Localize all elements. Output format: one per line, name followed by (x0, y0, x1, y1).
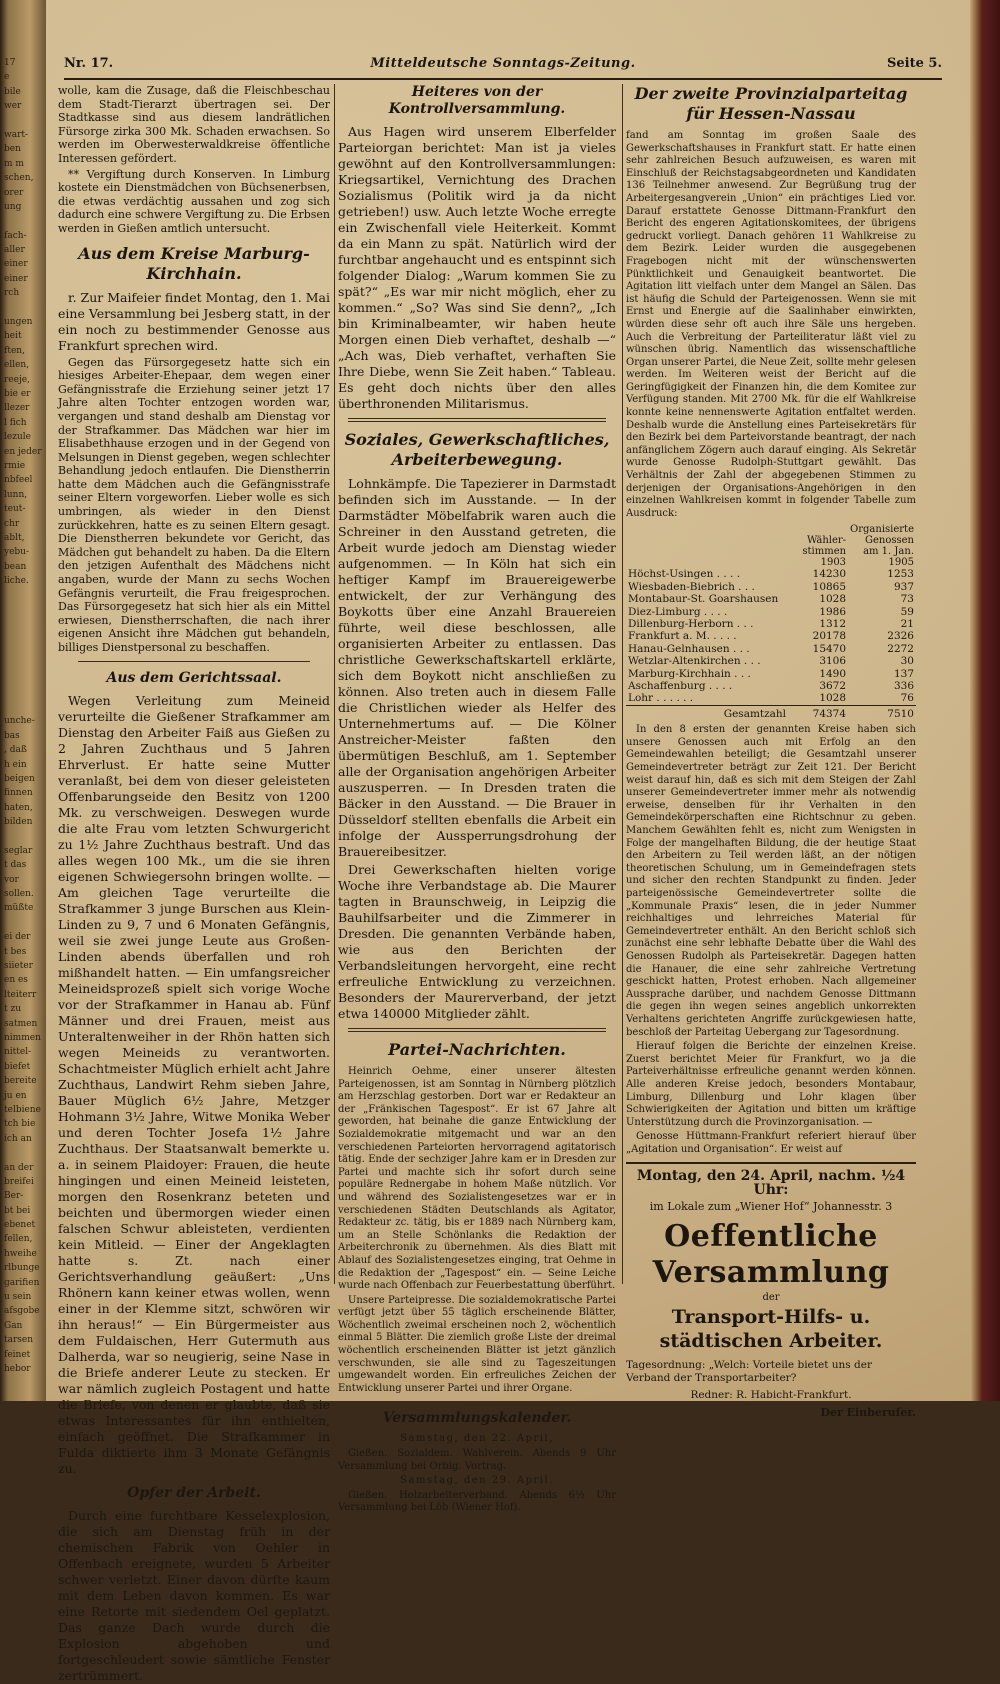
section-heading-partei: Partei-Nachrichten. (388, 1040, 566, 1059)
table-cell: 3672 (819, 680, 847, 693)
article-paragraph: wolle, kam die Zusage, daß die Fleischbeschau dem Stadt-Tierarzt übertragen sei. Der Stadtkasse sind aus diesem landrätlichen Fürsorge zirka 300 Mk. Schaden erwachsen. So werden im Oberwesterwaldkreise öffentliche Interessen gefördert. (58, 84, 330, 165)
table-row (626, 643, 916, 655)
ad-title: Oeffentliche Versammlung (652, 1219, 890, 1291)
section-heading-kalender: Versammlungskalender. (382, 1410, 572, 1427)
table-cell: 20178 (812, 630, 847, 643)
table-cell: 2272 (887, 642, 914, 655)
section-heading-opfer: Opfer der Arbeit. (127, 1484, 261, 1501)
table-header: Wähler-stimmen 1903 (802, 535, 847, 569)
article-paragraph: Unsere Parteipresse. Die sozialdemokratische Partei verfügt jetzt über 55 täglich erscheinende Blätter, Wöchentlich zweimal erscheinen noch 2, wöchentlich einmal 5 Blätter. Die ziemlich große Liste der dreimal wöchentlich erscheinenden Blätter ist jetzt gänzlich verschwunden, sie alle sind zu Tageszeitungen umgewandelt worden. Ein erfreuliches Zeichen der Entwicklung unserer Partei und ihrer Organe. (338, 1294, 616, 1394)
article-paragraph: Hierauf folgen die Berichte der einzelnen Kreise. Zuerst berichtet Meier für Frankfurt, wo ja die Parteiverhältnisse erfreuliche genannt werden können. Alle anderen Kreise jedoch, besonders Montabaur, Limburg, Dillenburg und Lohr klagen über Schwierigkeiten der Agitation und bitten um kräftige Unterstützung durch die Provinzorganisation. — (626, 1041, 916, 1128)
newspaper-page (46, 0, 970, 1683)
table-cell: Frankfurt a. M. . . . . (628, 630, 737, 643)
table-cell: 336 (893, 680, 914, 693)
table-cell: 59 (900, 605, 914, 618)
edge-text-fragment: 17 e bile wer wart- ben m m schen, orer ung fach- aller einer einer rch ungen heit ften, ellen, reeje, bie er llezer l fich lezule en jeder rmie nbfeel lunn, teut- chr ablt, yebu- bean liche. (4, 58, 42, 587)
section-divider (348, 418, 606, 422)
calendar-date: Samstag, den 22. April, (400, 1433, 554, 1445)
page-number: Seite 5. (887, 56, 942, 71)
table-cell: 7510 (848, 705, 916, 720)
ad-location: im Lokale zum „Wiener Hof“ Johannesstr. 3 (649, 1199, 893, 1213)
table-cell: 1312 (819, 618, 847, 631)
table-cell: Dillenburg-Herborn . . . (628, 618, 754, 631)
article-paragraph: Genosse Hüttmann-Frankfurt referiert hierauf über „Agitation und Organisation“. Er weist auf (626, 1131, 916, 1155)
table-cell: Wiesbaden-Biebrich . . . (628, 580, 755, 593)
table-cell: 30 (900, 655, 914, 668)
table-row (626, 568, 916, 580)
column-left (58, 84, 331, 1683)
table-cell: 3106 (819, 655, 847, 668)
book-binding-right (970, 0, 1000, 1401)
table-cell: Montabaur-St. Goarshausen (628, 593, 779, 606)
section-divider (78, 661, 310, 662)
table-cell: 137 (893, 667, 914, 680)
article-paragraph: Durch eine furchtbare Kesselexplosion, die sich am Dienstag früh in der chemischen Fabrik von Oehler in Offenbach ereignete, wurden 5 Arbeiter schwer verletzt. Einer davon dürfte kaum mit dem Leben davon kommen. Es war eine Retorte mit siedendem Oel geplatzt. Das ganze Dach wurde durch die Explosion abgehoben und fortgeschleudert sowie sämtliche Fenster zertrümmert. (58, 1507, 330, 1683)
article-paragraph: Heinrich Oehme, einer unserer ältesten Parteigenossen, ist am Sonntag in Nürnberg plötzlich am Herzschlag gestorben. Dort war er Redakteur an der „Fränkischen Tagespost“. Er ist 67 Jahre alt geworden, hat beinahe die ganze Entwicklung der Sozialdemokratie mitgemacht und war an den verschiedenen Parteiorten hervorragend agitatorisch tätig. Ende der sechziger Jahre kam er in Dresden zur Partei und machte sich ihr sofort durch seine populäre Rednergabe in hohem Maße nützlich. Vor und während des Sozialistengesetzes war er in verschiedenen Städten Deutschlands als Agitator, Redakteur zc. tätig, bis er 1889 nach Nürnberg kam, um an Stelle Schönlanks die Redaktion der Arbeiterchronik zu übernehmen. Als dies Blatt mit Ablauf des Sozialistengesetzes einging, trat Oehme in die Redaktion der „Tagespost“ ein. — Seine Leiche wurde nach Offenbach zur Feuerbestattung überführt. (338, 1066, 616, 1292)
table-cell: 76 (900, 692, 914, 705)
ad-agenda: Tagesordnung: „Welch: Vorteile bietet uns der Verband der Transportarbeiter? (626, 1358, 872, 1385)
section-divider (348, 1028, 606, 1032)
calendar-entry: Gießen. Sozialdem. Wahlverein. Abends 9 Uhr Versammlung bei Orbig. Vortrag. (338, 1448, 616, 1472)
table-cell: 1253 (887, 568, 914, 581)
section-heading-soziales: Soziales, Gewerkschaftliches, Arbeiterbewegung. (344, 430, 610, 469)
section-heading-parteitag: Der zweite Provinzialparteitag für Hessen-Nassau (634, 84, 908, 123)
section-heading-kontrollversammlung: Heiteres von der Kontrollversammlung. (388, 84, 566, 117)
table-row (626, 692, 916, 705)
calendar-entry: Gießen. Holzarbeiterverband. Abends 6½ Uhr Versammlung bei Löb (Wiener Hof). (338, 1489, 616, 1514)
article-paragraph: fand am Sonntag im großen Saale des Gewerkschaftshauses in Frankfurt statt. Er hatte einen sehr zahlreichen Besuch aufzuweisen, es waren mit Einschluß der Reichstagsabgeordneten und Kandidaten 136 Teilnehmer anwesend. Zur Begrüßung trug der Arbeitergesangverein „Union“ ein prächtiges Lied vor. Darauf erstattete Genosse Dittmann-Frankfurt den Bericht des engeren Agitationskomitees, der übrigens gedruckt vorliegt. Danach gehören 11 Wahlkreise zu dem Bezirk. Leider wurden die ausgegebenen Fragebogen nicht mit der wünschenswerten Pünktlichkeit und Genauigkeit beantwortet. Die Agitation litt vielfach unter dem Mangel an Sälen. Das ist häufig die Schuld der Parteigenossen. Wenn sie mit Ernst und Energie auf die Saalinhaber einwirkten, würden diese sehr oft auch ihre Säle uns hergeben. Auch die Verbreitung der Parteiliteratur läßt viel zu wünschen übrig. Namentlich das wissenschaftliche Organ unserer Partei, die Neue Zeit, sollte mehr gelesen werden. Im Weiteren weist der Bericht auf die Geringfügigkeit der Finanzen hin, die dem Komitee zur Verfügung standen. Mit 2700 Mk. für die elf Wahlkreise konnte keine nennenswerte Agitation entfaltet werden. Deshalb wurde die Anstellung eines Parteisekretärs für den Bezirk bei dem Parteivorstande beantragt, der nach anfänglichem Zögern auch darauf einging. Als Sekretär wurde Genosse Rudolph-Stuttgart gewählt. Das Verhältnis der Zahl der abgegebenen Stimmen zu derjenigen der Organisations-Angehörigen in den einzelnen Wahlkreisen kommt in folgender Tabelle zum Ausdruck: (626, 130, 916, 519)
table-cell: 10865 (812, 580, 847, 593)
ad-subtitle: Transport-Hilfs- u. städtischen Arbeiter. (659, 1305, 883, 1352)
issue-number: Nr. 17. (64, 56, 114, 71)
column-divider (334, 84, 335, 1284)
section-divider (358, 1401, 596, 1402)
table-row (626, 680, 916, 692)
article-paragraph: Wegen Verleitung zum Meineid verurteilte die Gießener Strafkammer am Dienstag den Arbeiter Faiß aus Gießen zu 2 Jahren Zuchthaus und 5 Jahren Ehrverlust. Er hatte seine Mutter veranlaßt, bei dem von dieser geleisteten Offenbarungseide den Besitz von 1200 Mk. zu verschweigen. Deswegen wurde die alte Frau vom letzten Schwurgericht zu 1½ Jahre Zuchthaus bestraft. Und das alles wegen 100 Mk., um die sie ihren eigenen Schwiegersohn bringen wollte. — Am gleichen Tage verurteilte die Strafkammer 3 junge Burschen aus Klein-Linden zu 9, 7 und 6 Monaten Gefängnis, weil sie zwei junge Leute aus Großen-Linden abends überfallen und roh mißhandelt hatten. — Ein umfangsreicher Meineidsprozeß spielt sich vorige Woche vor der Strafkammer in Hanau ab. Fünf Männer und drei Frauen, meist aus Unteraltenweiher in der Rhön hatten sich wegen Meineids zu verantworten. Schachtmeister Müglich erhielt acht Jahre Zuchthaus, Landwirt Rehm sieben Jahre, Bauer Müglich 6½ Jahre, Metzger Hohmann 3½ Jahre, Witwe Monika Weber und deren Tochter Josefa 1½ Jahre Zuchthaus. Der Staatsanwalt bemerkte u. a. in seinem Plaidoyer: Frauen, die heute hingingen und einen Meineid leisteten, morgen den Rosenkranz beteten und beichten und übermorgen wieder einen falschen Schwur ableisteten, verdienten kein Mitleid. — Einer der Angeklagten hatte s. Zt. nach einer Gerichtsverhandlung geäußert: „Uns Rhönern kann keiner etwas wollen, wenn einer in der Klemme sitzt, schwören wir ihn heraus!“ — Ein Bürgermeister aus dem Fuldaischen, Herr Gutermuth aus Dalherda, war so neugierig, seine Nase in die Briefe anderer Leute zu stecken. Er war nämlich zugleich Postagent und hatte die Briefe, von denen er glaubte, daß sie etwas Interessantes für ihn enthielten, einfach geöffnet. Die Strafkammer in Fulda diktierte ihm 3 Monate Gefängnis zu. (58, 692, 330, 1476)
column-middle (338, 84, 616, 1514)
calendar-date: Samstag, den 29. April. (400, 1475, 554, 1487)
table-cell: 1490 (819, 667, 847, 680)
table-cell: Gesamtzahl (626, 705, 788, 720)
table-cell: 1028 (819, 692, 847, 705)
election-table (626, 524, 916, 720)
article-paragraph: In den 8 ersten der genannten Kreise haben sich unsere Genossen auch mit Erfolg an den Gemeindewahlen beteiligt; die Gesamtzahl unserer Gemeindevertreter beträgt zur Zeit 121. Der Bericht weist darauf hin, daß es sich mit dem Steigen der Zahl unserer Gemeindevertreter immer mehr als notwendig erweise, denselben für ihr Verhalten in den Gemeindekörperschaften eine Richtschnur zu geben. Manchem Gewählten fehlt es, nicht zum Wenigsten in Folge der mangelhaften Bildung, die der heutige Staat den Arbeitern zu Teil werden läßt, an der nötigen theoretischen Schulung, um in Gemeindefragen stets und sicher den rechten Standpunkt zu finden. Jeder parteigenössische Gemeindevertreter sollte die „Kommunale Praxis“ lesen, die in jeder Nummer reichhaltiges und lehrreiches Material für Gemeindevertreter enthält. An den Bericht schloß sich zunächst eine sehr lebhafte Debatte über die Wahl des Genossen Rudolph als Parteisekretär. Dagegen hatten die Hanauer, die eine sehr zahlreiche Vertretung geschickt hatten, Protest erhoben. Nach allgemeiner Aussprache darüber, und nachdem Genosse Dittmann die gegen ihn wegen seines angeblich unkorrekten Verhaltens gerichteten Angriffe zurückgewiesen hatte, beschloß der Parteitag Uebergang zur Tagesordnung. (626, 724, 916, 1038)
newspaper-title: Mitteldeutsche Sonntags-Zeitung. (370, 56, 636, 71)
column-right (626, 84, 916, 1419)
table-cell: Hanau-Gelnhausen . . . (628, 642, 750, 655)
table-header: Organisierte Genossen am 1. Jan. 1905 (850, 524, 914, 569)
table-cell: 73 (900, 593, 914, 606)
table-total-row (626, 705, 916, 720)
table-cell: 1986 (819, 605, 847, 618)
table-cell: Diez-Limburg . . . . (628, 605, 728, 618)
article-paragraph: Aus Hagen wird unserem Elberfelder Parteiorgan berichtet: Man ist ja vieles gewöhnt auf den Kontrollversammlungen: Kriegsartikel, Vernichtung des Drachen Sozialismus (Politik wird ja da nicht getrieben!) usw. Auch letzte Woche erregte ein Zwischenfall viele Heiterkeit. Kommt da ein Mann zu spät. Natürlich wird der furchtbar angehaucht und es entspinnt sich folgender Dialog: „Warum kommen Sie zu spät?“ „Es war mir nicht möglich, eher zu kommen.“ „So? Was sind Sie denn?„ „Ich bin Kriminalbeamter, wir haben heute Morgen einen Dieb verhaftet, deshalb —“ „Ach was, Dieb verhaftet, verhaften Sie Ihre Diebe, wenn Sie Zeit haben.“ Tableau. Es geht doch nichts über den alles überthronenden Militarismus. (338, 124, 616, 411)
ad-connector: der (762, 1292, 780, 1304)
table-row (626, 593, 916, 605)
ad-date: Montag, den 24. April, nachm. ½4 Uhr: (636, 1168, 906, 1199)
article-paragraph: Lohnkämpfe. Die Tapezierer in Darmstadt befinden sich im Ausstande. — In der Darmstädter Möbelfabrik waren auch die Schreiner in den Ausstand getreten, die Arbeit wurde jedoch am Dienstag wieder aufgenommen. — In Köln hat sich ein heftiger Kampf im Brauereigewerbe entwickelt, der zur Verhängung des Boykotts über eine Anzahl Brauereien führte, weil diese beschlossen, alle organisierten Arbeiter zu entlassen. Das christliche Gewerkschaftskartell erklärte, sich dem Boykott nicht anschließen zu können. Also treten auch in diesem Falle die Christlichen wieder als Helfer des Unternehmertums auf. — Die Kölner Anstreicher-Meister faßten den übermütigen Beschluß, am 1. September alle der Organisation angehörigen Arbeiter auszusperren. — In Dresden traten die Bäcker in den Ausstand. — Die Brauer in Düsseldorf stellten ebenfalls die Arbeit ein infolge der Aussperrungsdrohung der Brauereibesitzer. (338, 476, 616, 859)
section-heading-gerichtssaal: Aus dem Gerichtssaal. (106, 669, 282, 686)
article-paragraph: ** Vergiftung durch Konserven. In Limburg kostete ein Dienstmädchen von Büchsenerbsen, die etwas verdächtig aussahen und zog sich dadurch eine schwere Vergiftung zu. Die Erbsen werden in Gießen amtlich untersucht. (58, 167, 330, 235)
ad-convener: Der Einberufer. (820, 1405, 916, 1419)
table-cell: Lohr . . . . . . (628, 692, 694, 705)
edge-text-fragment: unche- bas , daß h ein beigen finnen haten, bilden seglar t das vor sollen. müßte ei der t bes siieter en es lteiterr t zu satmen nimmen nittel- biefet bereite ju en telbiene tch bie ich an an der breifei Ber- bt bei ebenet fellen, hweihe rlbunge garifien u sein afsgobe Gan tarsen feinet hebor (4, 716, 41, 1374)
section-heading-marburg: Aus dem Kreise Marburg-Kirchhain. (78, 243, 310, 283)
article-paragraph: Gegen das Fürsorgegesetz hatte sich ein hiesiges Arbeiter-Ehepaar, dem wegen einer Gefängnisstrafe die Erziehung seiner jetzt 17 Jahre alten Tochter entzogen worden war, vergangen und stand deshalb am Dienstag vor der Strafkammer. Das Mädchen war hier im Elisabethhause erzogen und in der Gegend von Melsungen in Dienst gegeben, wegen schlechter Behandlung jedoch entlaufen. Die Dienstherrin hatte dem Mädchen auch die Gefängnisstrafe seiner Eltern vorgeworfen. Lieber wolle es sich umbringen, als wieder in den Dienst zurückkehren, hatte es zu seinen Eltern gesagt. Die Dienstherren bekundete vor Gericht, das Mädchen gut behandelt zu haben. Da die Eltern den jetzigen Aufenthalt des Mädchens nicht angaben, wurde der Mann zu sechs Wochen Gefängnis verurteilt, die Frau freigesprochen. Das Fürsorgegesetz hat sich hier als ein Mittel erwiesen, Dienstherrschaften, die nach ihrer eigenen Ansicht ihre Mädchen gut behandeln, billiges Dienstpersonal zu beschaffen. (58, 355, 330, 654)
book-binding-left (0, 0, 46, 1401)
table-row (626, 668, 916, 680)
page-header (64, 56, 942, 80)
table-cell: 937 (893, 580, 914, 593)
column-divider (622, 84, 623, 1284)
table-row (626, 630, 916, 642)
table-row (626, 618, 916, 630)
table-cell: 2326 (887, 630, 914, 643)
table-row (626, 581, 916, 593)
table-cell: Wetzlar-Altenkirchen . . . (628, 655, 761, 668)
table-cell: Höchst-Usingen . . . . (628, 568, 741, 581)
table-row (626, 606, 916, 618)
table-cell: 1028 (819, 593, 847, 606)
ad-speaker: Redner: R. Habicht-Frankfurt. (690, 1389, 852, 1402)
table-cell: Marburg-Kirchhain . . . (628, 667, 751, 680)
table-cell: 15470 (812, 642, 847, 655)
table-row (626, 655, 916, 667)
meeting-advertisement (626, 1162, 916, 1419)
article-paragraph: Drei Gewerkschaften hielten vorige Woche ihre Verbandstage ab. Die Maurer tagten in Braunschweig, in Leipzig die Bauhilfsarbeiter und die Zimmerer in Dresden. Die genannten Verbände haben, wie aus den Berichten der Verbandsleitungen hervorgeht, eine recht erfreuliche Entwicklung zu verzeichnen. Besonders der Maurerverband, der jetzt etwa 140000 Mitglieder zählt. (338, 862, 616, 1021)
table-cell: 14230 (812, 568, 847, 581)
header-rule (64, 78, 942, 80)
table-cell: 74374 (788, 705, 848, 720)
article-paragraph: r. Zur Maifeier findet Montag, den 1. Mai eine Versammlung bei Jesberg statt, in der ein noch zu bestimmender Genosse aus Frankfurt sprechen wird. (58, 289, 331, 353)
table-cell: Aschaffenburg . . . . (628, 680, 733, 693)
table-cell: 21 (900, 618, 914, 631)
